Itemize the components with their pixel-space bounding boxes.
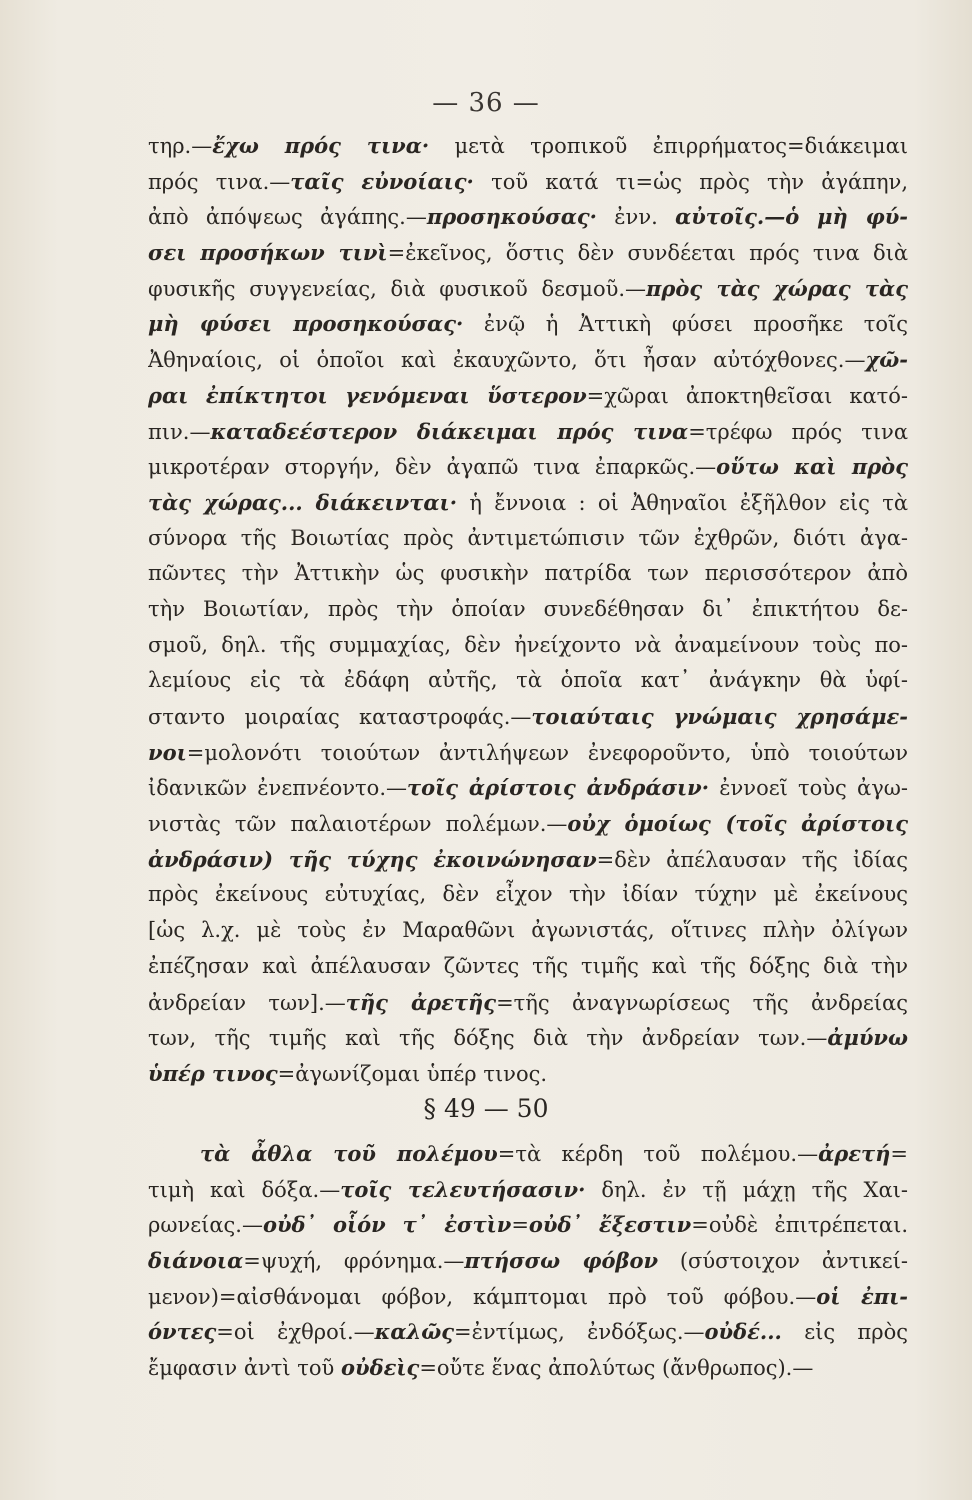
- text-line: [148, 414, 908, 450]
- gloss-text: τιμὴ καὶ δόξα.—: [148, 1177, 341, 1202]
- gloss-text: =: [511, 1213, 529, 1238]
- gloss-text: ἐπέζησαν καὶ ἀπέλαυσαν ζῶντες τῆς τιμῆς καὶ τῆς δόξης διὰ τὴν: [148, 953, 908, 978]
- gloss-text: των, τῆς τιμῆς καὶ τῆς δόξης διὰ τὴν ἀνδρείαν των.—: [148, 1026, 828, 1051]
- lemma-text: οὐδ᾽ ἔξεστιν: [528, 1212, 692, 1238]
- gloss-text: πῶντες τὴν Ἀττικὴν ὡς φυσικὴν πατρίδα των περισσότερον ἀπὸ: [148, 561, 908, 586]
- gloss-text: ἡ ἔννοια : οἱ Ἀθηναῖοι ἐξῆλθον εἰς τὰ: [457, 490, 908, 515]
- gloss-text: =τρέφω πρός τινα: [688, 419, 908, 444]
- gloss-text: [ὡς λ.χ. μὲ τοὺς ἐν Μαραθῶνι ἀγωνιστάς, οἵτινες πλὴν ὀλίγων: [148, 918, 908, 943]
- lemma-text: τὰς χώρας... διάκεινται·: [148, 489, 458, 515]
- lemma-text: οὐδέ...: [704, 1319, 782, 1345]
- lemma-text: τοιαύταις γνώμαις χρησάμε-: [531, 704, 908, 729]
- gloss-text: =τῆς ἀναγνωρίσεως τῆς ἀνδρείας: [496, 990, 908, 1015]
- text-line: [148, 1136, 908, 1172]
- lemma-text: μὴ φύσει προσηκούσας·: [148, 311, 464, 337]
- text-line: [148, 1020, 908, 1056]
- gloss-text: τοῦ κατά τι=ὡς πρὸς τὴν ἀγάπην,: [473, 169, 908, 194]
- text-line: [148, 1350, 908, 1386]
- text-line: [148, 128, 908, 164]
- gloss-text: πρός τινα.—: [148, 169, 291, 194]
- gloss-text: μενον)=αἰσθάνομαι φόβον, κάμπτομαι πρὸ τοῦ φόβου.—: [148, 1284, 817, 1309]
- text-line: [148, 449, 908, 485]
- text-line: [148, 235, 908, 271]
- text-line: [148, 770, 908, 806]
- gloss-text: ἐνῷ ἡ Ἀττικὴ φύσει προσῆκε τοῖς: [463, 312, 908, 337]
- commentary-paragraph-2: [148, 1136, 908, 1386]
- text-line: [148, 628, 908, 664]
- gloss-text: =ἐντίμως, ἐνδόξως.—: [454, 1320, 705, 1345]
- gloss-text: σύνορα τῆς Βοιωτίας πρὸς ἀντιμετώπισιν τῶν ἐχθρῶν, διότι ἀγα-: [148, 525, 908, 550]
- text-line: [148, 1056, 908, 1092]
- gloss-text: =: [890, 1142, 908, 1166]
- lemma-text: ταῖς εὐνοίαις·: [290, 168, 474, 194]
- gloss-text: ἐννοεῖ τοὺς ἀγω-: [709, 776, 908, 801]
- gloss-text: ἐνν.: [596, 205, 676, 230]
- lemma-text: καταδεέστερον διάκειμαι πρός τινα: [210, 418, 689, 444]
- lemma-text: ὑπέρ τινος: [148, 1060, 278, 1086]
- section-heading: § 49 — 50: [423, 1094, 549, 1123]
- gloss-text: =δὲν ἀπέλαυσαν τῆς ἰδίας: [596, 847, 908, 872]
- gloss-text: τηρ.—: [148, 134, 213, 158]
- text-line: [148, 199, 908, 235]
- lemma-text: τοῖς τελευτήσασιν·: [340, 1176, 586, 1202]
- gloss-text: =χῶραι ἀποκτηθεῖσαι κατό-: [586, 383, 908, 408]
- gloss-text: =οὔτε ἕνας ἀπολύτως (ἄνθρωπος).—: [419, 1356, 814, 1381]
- text-line: [148, 699, 908, 735]
- lemma-text: τῆς ἀρετῆς: [345, 989, 497, 1015]
- gloss-text: σταντο μοιραίας καταστροφάς.—: [148, 705, 532, 729]
- gloss-text: νιστὰς τῶν παλαιοτέρων πολέμων.—: [148, 812, 568, 837]
- text-line: [148, 1314, 908, 1350]
- gloss-text: εἰς πρὸς: [781, 1320, 908, 1345]
- gloss-text: =ἐκεῖνος, ὅστις δὲν συνδέεται πρός τινα διὰ: [387, 241, 908, 266]
- gloss-text: πιν.—: [148, 419, 211, 444]
- lemma-text: ἔχω πρός τινα·: [212, 133, 430, 158]
- lemma-text: αὐτοῖς.—ὁ μὴ φύ-: [675, 204, 908, 230]
- commentary-paragraph-1: [148, 128, 908, 1092]
- gloss-text: φυσικῆς συγγενείας, διὰ φυσικοῦ δεσμοῦ.—: [148, 276, 647, 301]
- lemma-text: πτήσσω φόβον: [464, 1248, 659, 1274]
- text-line: [148, 271, 908, 307]
- text-line: [148, 735, 908, 771]
- text-line: [148, 485, 908, 521]
- gloss-text: μετὰ τροπικοῦ ἐπιρρήματος=διάκειμαι: [429, 134, 908, 158]
- lemma-text: νοι: [148, 739, 187, 765]
- lemma-text: διάνοια: [148, 1248, 244, 1274]
- lemma-text: οἱ ἐπι-: [816, 1283, 908, 1309]
- lemma-text: οὕτω καὶ πρὸς: [716, 454, 908, 480]
- text-line: [148, 306, 908, 342]
- gloss-text: σμοῦ, δηλ. τῆς συμμαχίας, δὲν ἠνείχοντο νὰ ἀναμείνουν τοὺς πο-: [148, 632, 908, 657]
- text-line: [148, 1279, 908, 1315]
- text-line: [148, 842, 908, 878]
- gloss-text: ρωνείας.—: [148, 1213, 263, 1238]
- text-line: [148, 985, 908, 1021]
- lemma-text: προσηκούσας·: [426, 204, 597, 230]
- lemma-text: χῶ-: [865, 347, 908, 373]
- gloss-text: μικροτέραν στοργήν, δὲν ἀγαπῶ τινα ἐπαρκῶς.—: [148, 455, 717, 480]
- gloss-text: πρὸς ἐκείνους εὐτυχίας, δὲν εἶχον τὴν ἰδίαν τύχην μὲ ἐκείνους: [148, 882, 908, 907]
- gloss-text: ἰδανικῶν ἐνεπνέοντο.—: [148, 776, 407, 801]
- lemma-text: όντες: [148, 1319, 217, 1345]
- text-line: [148, 877, 908, 913]
- lemma-text: ἀμύνω: [827, 1025, 908, 1051]
- text-line: [148, 378, 908, 414]
- gloss-text: =οἱ ἐχθροί.—: [216, 1320, 375, 1345]
- page-number: — 36 —: [432, 88, 540, 118]
- lemma-text: οὐδεὶς: [341, 1355, 420, 1381]
- text-line: [148, 663, 908, 699]
- lemma-text: οὐδ᾽ οἷόν τ᾽ ἐστὶν: [262, 1212, 512, 1238]
- text-line: [148, 521, 908, 557]
- lemma-text: οὐχ ὁμοίως (τοῖς ἀρίστοις: [567, 811, 908, 837]
- gloss-text: =τὰ κέρδη τοῦ πολέμου.—: [497, 1142, 819, 1166]
- text-line: [148, 342, 908, 378]
- text-line: [148, 1172, 908, 1208]
- text-line: [148, 556, 908, 592]
- text-line: [148, 1243, 908, 1279]
- text-line: [148, 1207, 908, 1243]
- lemma-text: ραι ἐπίκτητοι γενόμεναι ὕστερον: [148, 382, 587, 408]
- text-line: [148, 949, 908, 985]
- gloss-text: δηλ. ἐν τῇ μάχῃ τῆς Χαι-: [585, 1177, 908, 1202]
- lemma-text: τοῖς ἀρίστοις ἀνδράσιν·: [407, 775, 710, 801]
- text-line: [148, 806, 908, 842]
- gloss-text: =οὐδὲ ἐπιτρέπεται.: [691, 1213, 908, 1238]
- gloss-text: =μολονότι τοιούτων ἀντιλήψεων ἐνεφοροῦντο, ὑπὸ τοιούτων: [186, 740, 908, 765]
- gloss-text: ἔμφασιν ἀντὶ τοῦ: [148, 1356, 341, 1381]
- gloss-text: τὴν Βοιωτίαν, πρὸς τὴν ὁποίαν συνεδέθησαν δι᾽ ἐπικτήτου δε-: [148, 596, 908, 621]
- lemma-text: ἀνδράσιν) τῆς τύχης ἐκοινώνησαν: [148, 846, 597, 872]
- lemma-text: σει προσήκων τινὶ: [148, 240, 388, 266]
- gloss-text: ἀνδρείαν των].—: [148, 990, 346, 1015]
- text-line: [148, 164, 908, 200]
- gloss-text: (σύστοιχον ἀντικεί-: [658, 1249, 908, 1274]
- gloss-text: λεμίους εἰς τὰ ἐδάφη αὐτῆς, τὰ ὁποῖα κατ᾽ ἀνάγκην θὰ ὑφί-: [148, 668, 908, 693]
- text-line: [148, 592, 908, 628]
- lemma-text: καλῶς: [374, 1319, 455, 1345]
- lemma-text: τὰ ἆθλα τοῦ πολέμου: [200, 1141, 498, 1166]
- gloss-text: =ἀγωνίζομαι ὑπέρ τινος.: [277, 1061, 548, 1086]
- gloss-text: Ἀθηναίοις, οἱ ὁποῖοι καὶ ἐκαυχῶντο, ὅτι ἦσαν αὐτόχθονες.—: [148, 348, 866, 373]
- text-line: [148, 913, 908, 949]
- lemma-text: ἀρετή: [818, 1141, 891, 1166]
- lemma-text: πρὸς τὰς χώρας τὰς: [646, 275, 908, 301]
- gloss-text: ἀπὸ ἀπόψεως ἀγάπης.—: [148, 205, 427, 230]
- gloss-text: =ψυχή, φρόνημα.—: [243, 1249, 465, 1274]
